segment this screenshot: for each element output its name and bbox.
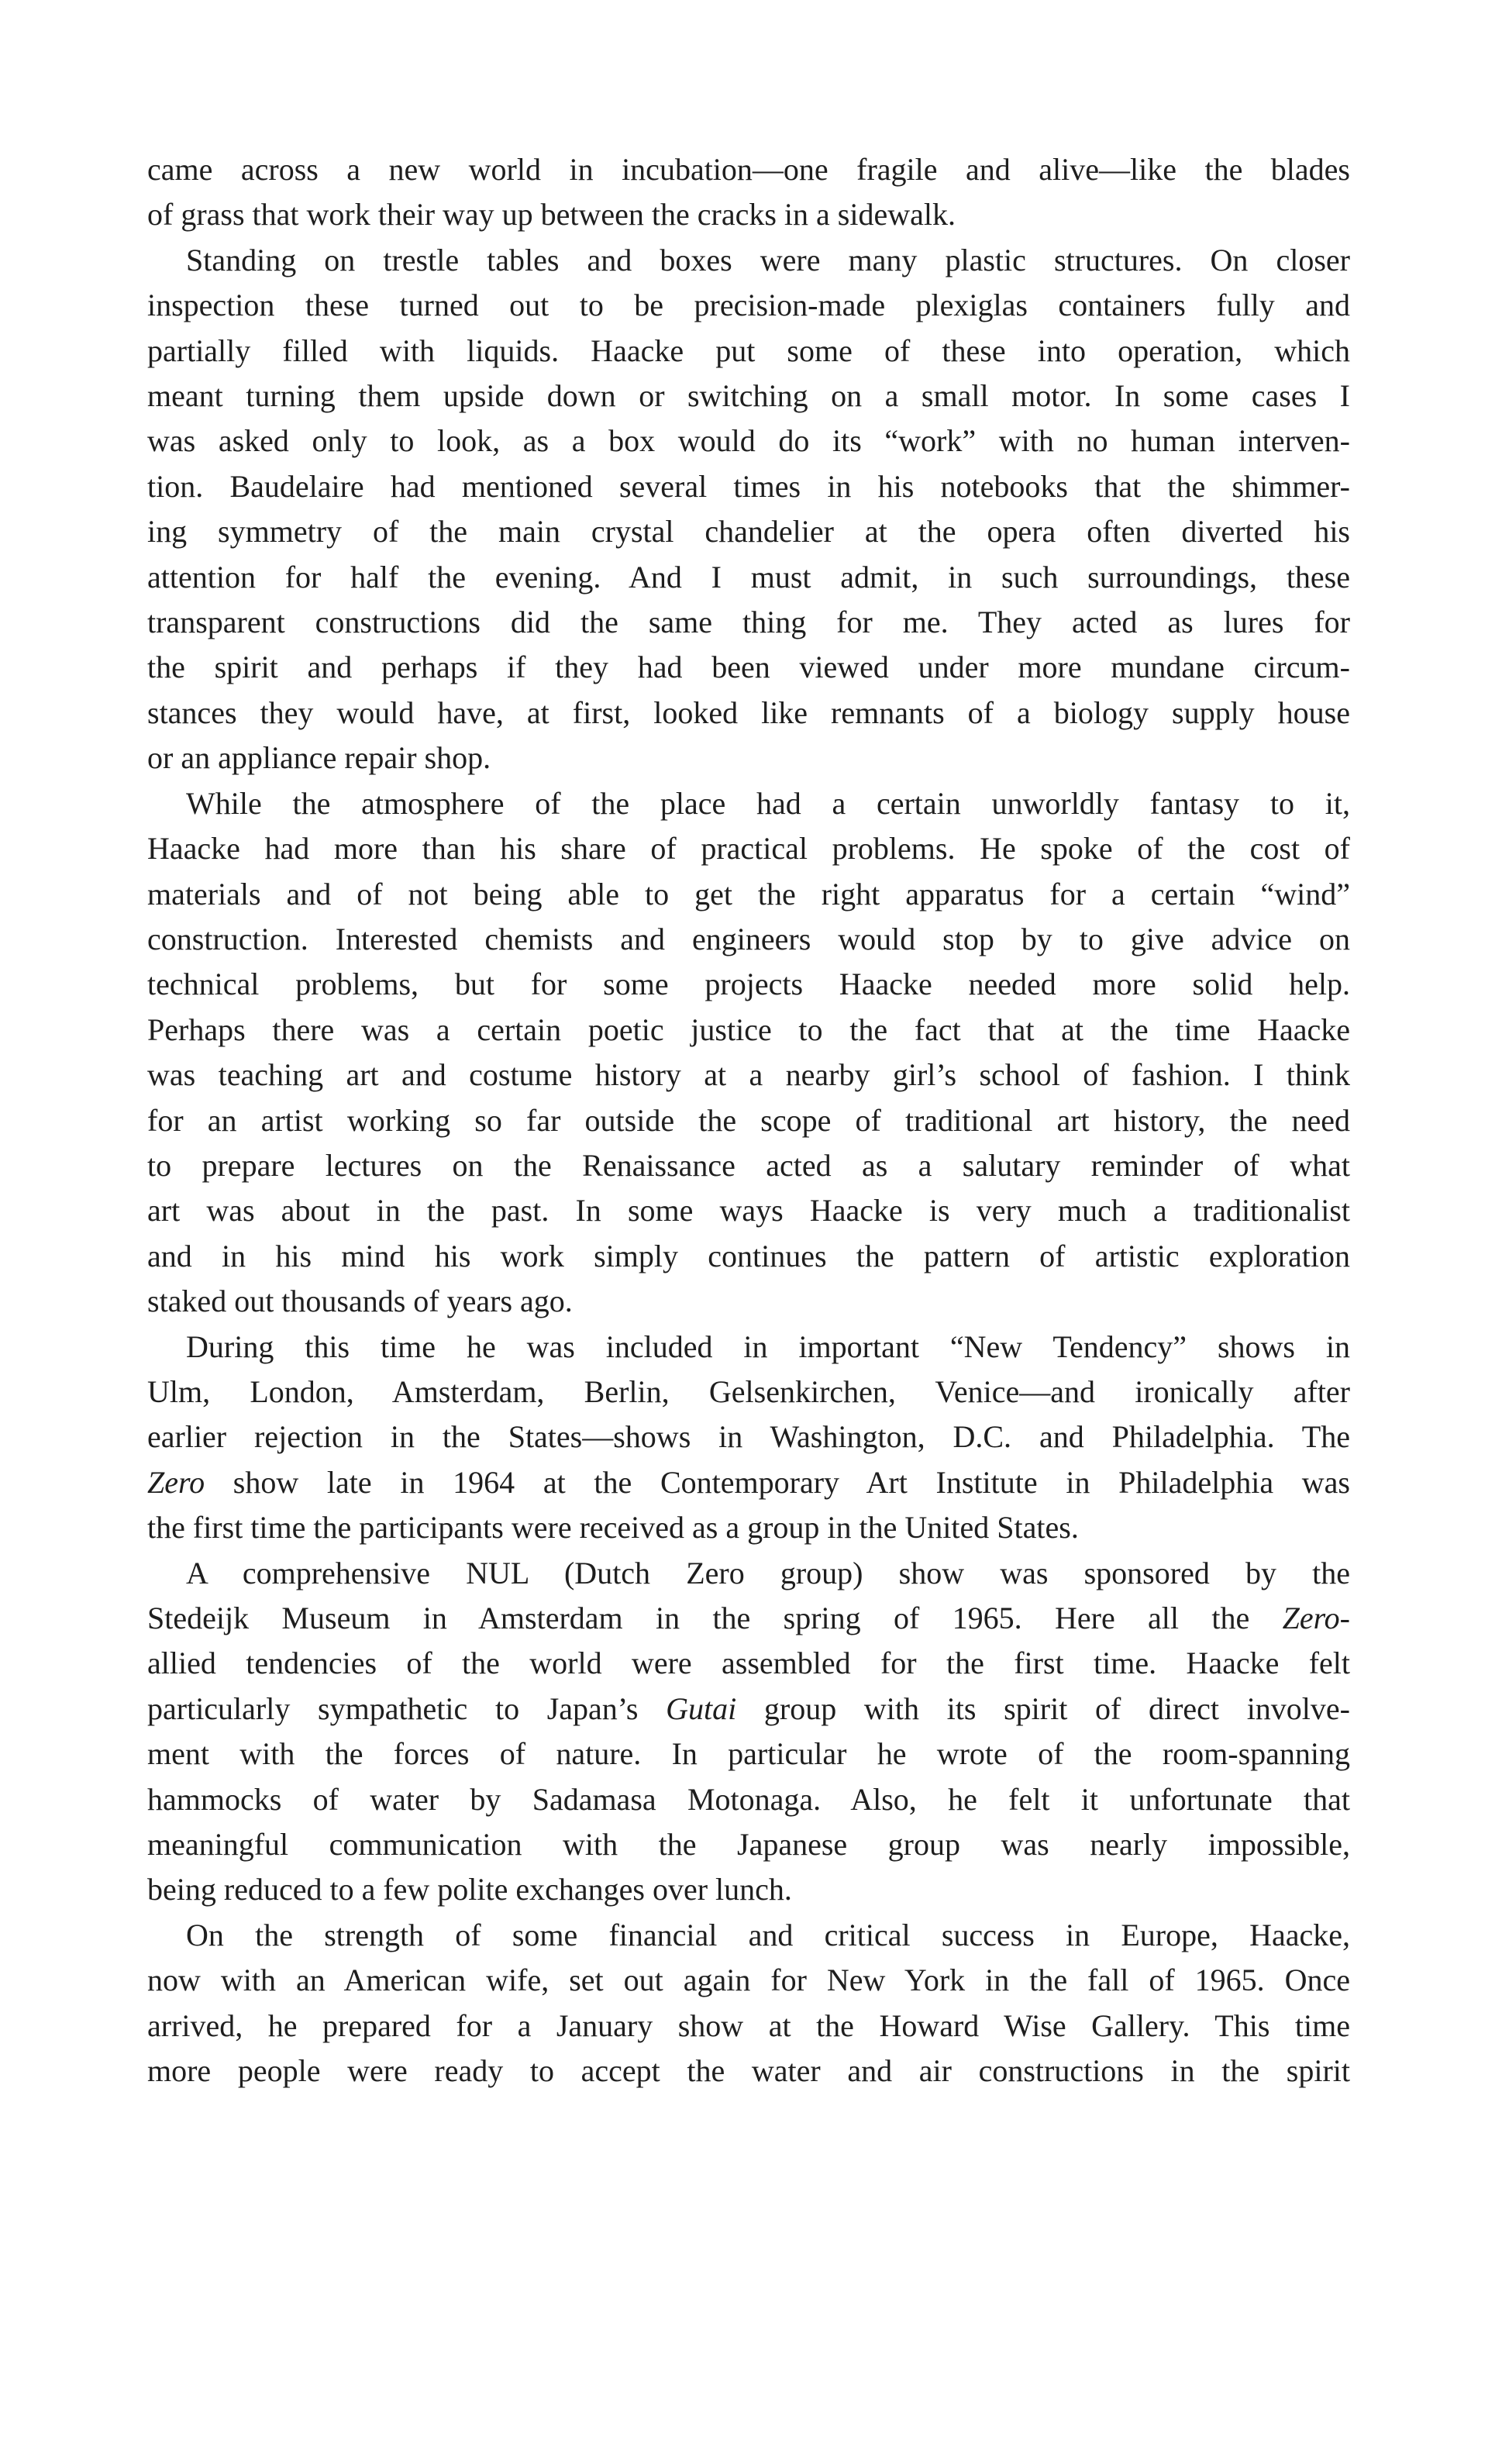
text-line: attention for half the evening. And I must admit, in such surroundings, these <box>147 559 1350 594</box>
text-line: stances they would have, at first, looked like remnants of a biology supply house <box>147 694 1350 730</box>
text-line: of grass that work their way up between the cracks in a sidewalk. <box>147 197 956 233</box>
text-line: or an appliance repair shop. <box>147 740 491 776</box>
text-line: On the strength of some financial and critical success in Europe, Haacke, <box>186 1917 1350 1952</box>
text-line: for an artist working so far outside the scope of traditional art history, the need <box>147 1102 1350 1138</box>
text-line: meant turning them upside down or switching on a small motor. In some cases I <box>147 378 1350 414</box>
text-line: came across a new world in incubation—one fragile and alive—like the blades <box>147 152 1350 187</box>
text-line: A comprehensive NUL (Dutch Zero group) show was sponsored by the <box>186 1555 1350 1590</box>
paragraph-1 <box>147 147 1350 238</box>
text-line: Ulm, London, Amsterdam, Berlin, Gelsenkirchen, Venice—and ironically after <box>147 1373 1350 1409</box>
text-line: the first time the participants were received as a group in the United States. <box>147 1510 1079 1546</box>
text-line: During this time he was included in important “New Tendency” shows in <box>186 1328 1350 1364</box>
text-line: art was about in the past. In some ways Haacke is very much a traditionalist <box>147 1193 1350 1229</box>
text-line: meaningful communication with the Japanese group was nearly impossible, <box>147 1827 1350 1863</box>
text-line: more people were ready to accept the water and air constructions in the spirit <box>147 2053 1350 2089</box>
text-line: and in his mind his work simply continues the pattern of artistic exploration <box>147 1238 1350 1273</box>
text-line: Perhaps there was a certain poetic justice to the fact that at the time Haacke <box>147 1011 1350 1047</box>
text-line: partially filled with liquids. Haacke put some of these into operation, which <box>147 333 1350 368</box>
paragraph-5 <box>147 1551 1350 1913</box>
paragraph-2 <box>147 238 1350 781</box>
text-line: While the atmosphere of the place had a certain unworldly fantasy to it, <box>186 785 1350 821</box>
text-line: was teaching art and costume history at a nearby girl’s school of fashion. I think <box>147 1057 1350 1093</box>
page-body <box>147 147 1350 2094</box>
text-line: materials and of not being able to get the right apparatus for a certain “wind” <box>147 876 1350 912</box>
paragraph-4 <box>147 1325 1350 1551</box>
text-line: Stedeijk Museum in Amsterdam in the spring of 1965. Here all the Zero- <box>147 1601 1350 1635</box>
text-line: staked out thousands of years ago. <box>147 1284 573 1319</box>
text-line: Zero show late in 1964 at the Contemporary Art Institute in Philadelphia was <box>147 1464 1350 1500</box>
text-line: technical problems, but for some projects Haacke needed more solid help. <box>147 967 1350 1002</box>
text-line: tion. Baudelaire had mentioned several times in his notebooks that the shimmer- <box>147 468 1350 504</box>
text-line: arrived, he prepared for a January show at the Howard Wise Gallery. This time <box>147 2007 1350 2043</box>
text-line: being reduced to a few polite exchanges over lunch. <box>147 1872 792 1907</box>
text-line: to prepare lectures on the Renaissance acted as a salutary reminder of what <box>147 1147 1350 1183</box>
text-line: earlier rejection in the States—shows in Washington, D.C. and Philadelphia. The <box>147 1419 1350 1455</box>
text-line: Haacke had more than his share of practical problems. He spoke of the cost of <box>147 831 1350 867</box>
text-line: allied tendencies of the world were assembled for the first time. Haacke felt <box>147 1646 1350 1681</box>
text-line: Standing on trestle tables and boxes were many plastic structures. On closer <box>186 242 1350 277</box>
text-line: hammocks of water by Sadamasa Motonaga. Also, he felt it unfortunate that <box>147 1781 1350 1817</box>
text-line: ment with the forces of nature. In particular he wrote of the room-spanning <box>147 1736 1350 1772</box>
paragraph-3 <box>147 781 1350 1325</box>
text-line: transparent constructions did the same thing for me. They acted as lures for <box>147 605 1350 640</box>
text-line: the spirit and perhaps if they had been viewed under more mundane circum- <box>147 650 1350 685</box>
paragraph-6 <box>147 1913 1350 2094</box>
text-line: particularly sympathetic to Japan’s Gutai group with its spirit of direct involve- <box>147 1690 1350 1726</box>
text-line: inspection these turned out to be precision-made plexiglas containers fully and <box>147 288 1350 323</box>
text-line: now with an American wife, set out again for New York in the fall of 1965. Once <box>147 1963 1350 1998</box>
text-line: construction. Interested chemists and engineers would stop by to give advice on <box>147 921 1350 956</box>
text-line: was asked only to look, as a box would do its “work” with no human interven- <box>147 423 1350 459</box>
text-line: ing symmetry of the main crystal chandelier at the opera often diverted his <box>147 514 1350 550</box>
